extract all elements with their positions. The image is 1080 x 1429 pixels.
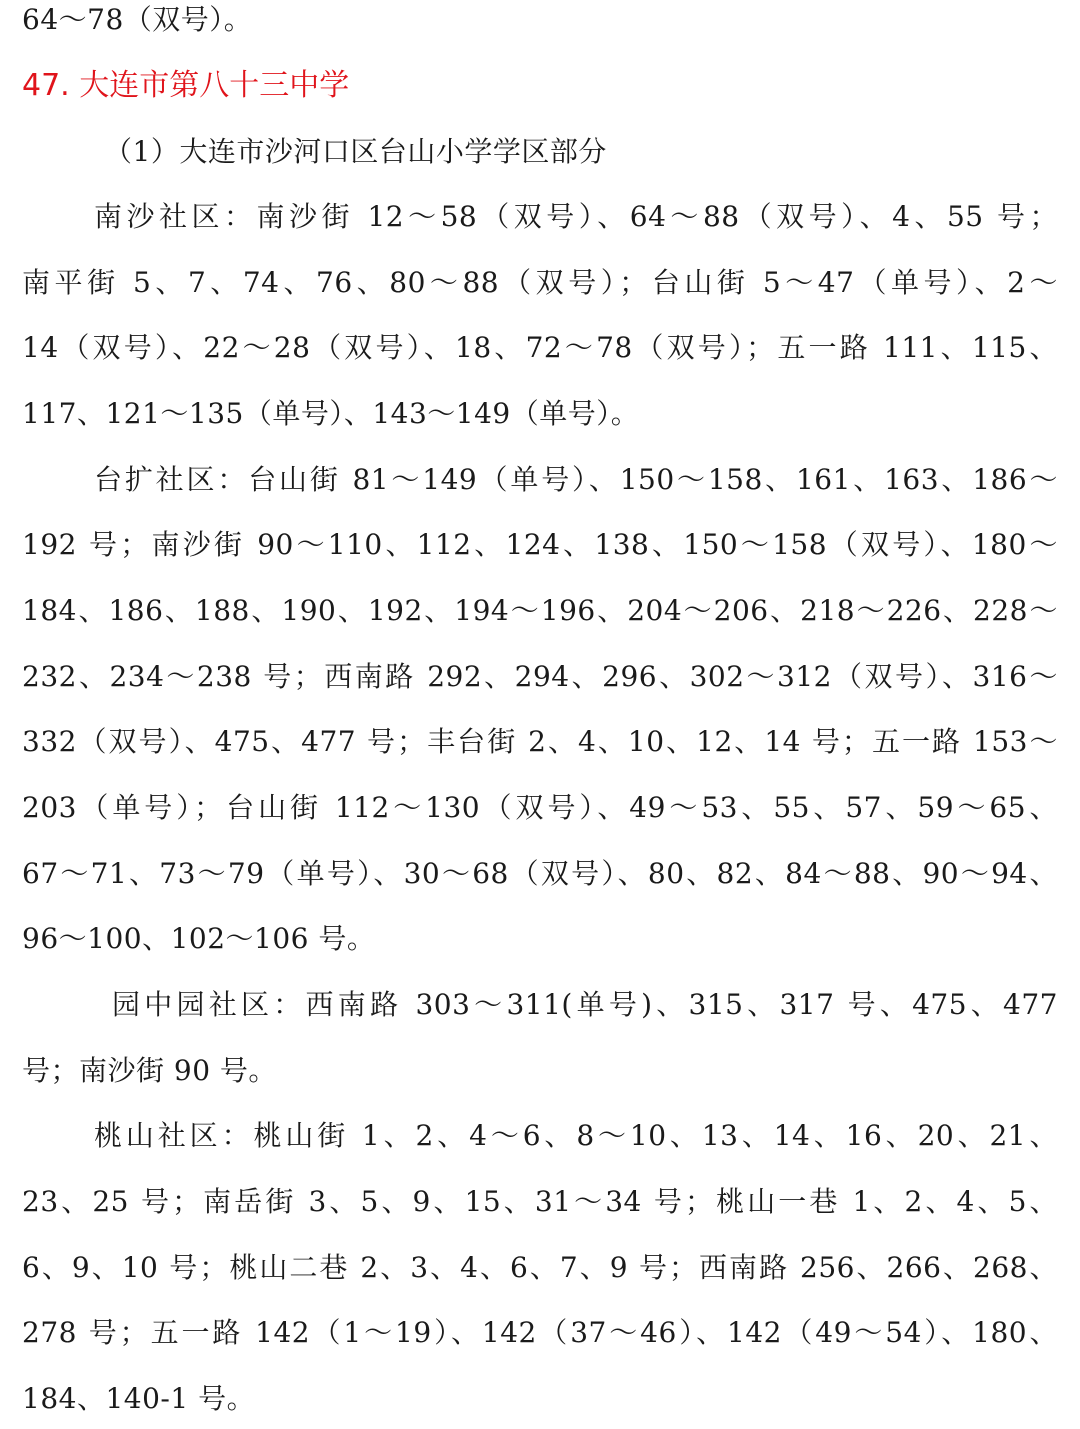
paragraph-line: 园中园社区：西南路 303～311(单号)、315、317 号、475、477 [112, 988, 1058, 1021]
paragraph-line: 278 号；五一路 142（1～19）、142（37～46）、142（49～54）、180、 [22, 1316, 1058, 1349]
paragraph-line: 192 号；南沙街 90～110、112、124、138、150～158（双号）、180～ [22, 528, 1058, 561]
paragraph-line: 203（单号）；台山街 112～130（双号）、49～53、55、57、59～65、 [22, 791, 1058, 824]
paragraph-line: 号；南沙街 90 号。 [22, 1054, 277, 1087]
paragraph-line: 23、25 号；南岳街 3、5、9、15、31～34 号；桃山一巷 1、2、4、5、 [22, 1185, 1058, 1218]
paragraph-line: 184、186、188、190、192、194～196、204～206、218～226、228～ [22, 594, 1058, 627]
paragraph-line: 117、121～135（单号）、143～149（单号）。 [22, 397, 640, 430]
paragraph-line: 南沙社区：南沙街 12～58（双号）、64～88（双号）、4、55 号； [94, 200, 1058, 233]
section-heading: 47. 大连市第八十三中学 [22, 68, 350, 103]
paragraph-line: 14（双号）、22～28（双号）、18、72～78（双号）；五一路 111、115、 [22, 331, 1058, 364]
paragraph-line: 台扩社区：台山街 81～149（单号）、150～158、161、163、186～ [94, 463, 1058, 496]
paragraph-line: 184、140-1 号。 [22, 1382, 256, 1415]
paragraph-line: 6、9、10 号；桃山二巷 2、3、4、6、7、9 号；西南路 256、266、268、 [22, 1251, 1058, 1284]
paragraph-line: 232、234～238 号；西南路 292、294、296、302～312（双号）、316～ [22, 660, 1058, 693]
paragraph-line: 南平街 5、7、74、76、80～88（双号）；台山街 5～47（单号）、2～ [22, 266, 1058, 299]
text-line-continuation: 64～78（双号）。 [22, 3, 253, 36]
paragraph-line: 桃山社区：桃山街 1、2、4～6、8～10、13、14、16、20、21、 [94, 1119, 1058, 1152]
paragraph-line: 332（双号）、475、477 号；丰台街 2、4、10、12、14 号；五一路 153～ [22, 725, 1058, 758]
subsection-heading: （1）大连市沙河口区台山小学学区部分 [104, 135, 607, 168]
paragraph-line: 96～100、102～106 号。 [22, 922, 376, 955]
paragraph-line: 67～71、73～79（单号）、30～68（双号）、80、82、84～88、90～94、 [22, 857, 1058, 890]
